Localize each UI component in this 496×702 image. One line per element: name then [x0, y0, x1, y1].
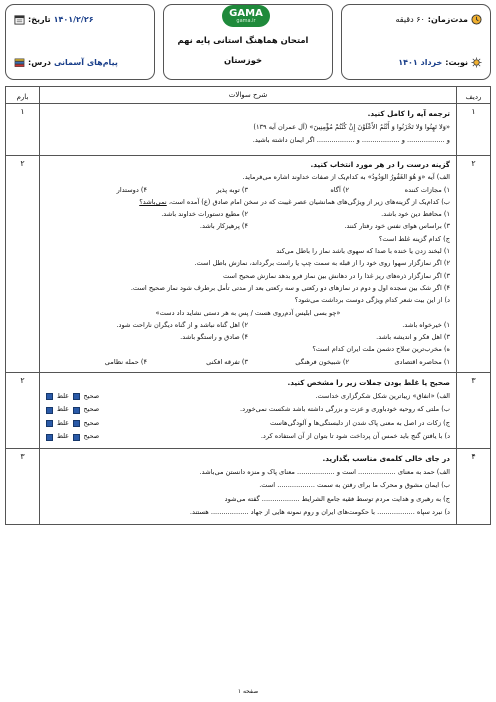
- poem-line: «چو بسی ابلیس آدم‌روی هست / پس به هر دستی نشاید داد دست»: [155, 308, 341, 317]
- date-label: تاریخ:: [28, 15, 51, 24]
- question-2d-text: د) از این بیت شعر کدام ویژگی دوست برداشت می‌شود؟: [294, 296, 450, 305]
- option[interactable]: ۱) خیرخواه باشد.: [402, 320, 450, 329]
- col-desc: شرح سوالات: [40, 87, 457, 104]
- option[interactable]: ۳) اهل فکر و اندیشه باشد.: [376, 333, 450, 342]
- question-1-title: ترجمه آیه را کامل کنید.: [367, 109, 450, 118]
- turn-label: نوبت:: [445, 58, 468, 67]
- question-3-number: ۳: [457, 373, 491, 449]
- calendar-icon: [14, 14, 25, 25]
- wrong-checkbox[interactable]: [46, 407, 53, 414]
- option[interactable]: ۴) پرهیزکار باشد.: [199, 222, 248, 231]
- col-score: بارم: [6, 87, 40, 104]
- option[interactable]: ۱) مجازات کننده: [404, 185, 450, 194]
- question-3-title: صحیح یا غلط بودن جملات زیر را مشخص کنید.: [287, 378, 450, 388]
- exam-title: امتحان هماهنگ استانی پایه نهم: [177, 35, 309, 45]
- page-number: صفحه ۱: [237, 688, 259, 695]
- question-1-number: ۱: [457, 104, 491, 156]
- question-2-number: ۲: [457, 156, 491, 373]
- question-2e-text: ه) مخرب‌ترین سلاح دشمن ملت ایران کدام است؟: [312, 345, 450, 354]
- table-header-row: [6, 87, 491, 104]
- right-checkbox[interactable]: [73, 393, 80, 400]
- list-item: ب) ایمان مشوق و محرک ما برای رفتن به سمت .................. است.: [259, 481, 450, 490]
- subject-value: پیام‌های آسمانی: [53, 58, 118, 67]
- question-1-score: ۱: [6, 104, 40, 156]
- sun-icon: [471, 57, 482, 68]
- question-2b-options-1: [46, 208, 450, 220]
- subject-label: درس:: [28, 58, 51, 67]
- option[interactable]: ۴) حمله نظامی: [104, 357, 147, 366]
- duration-label: مدت‌زمان:: [427, 15, 468, 24]
- option[interactable]: ۳) تفرقه افکنی: [206, 357, 248, 366]
- question-2e-options: [46, 356, 450, 368]
- option[interactable]: ۲) شبیخون فرهنگی: [295, 357, 349, 366]
- list-item: الف) حمد به معنای .................. است و .................. معنای پاک و منزه دانستن می‌باشد.: [199, 467, 450, 476]
- option[interactable]: ۳) توبه پذیر: [216, 185, 248, 194]
- question-2-body: [40, 156, 457, 373]
- right-checkbox[interactable]: [73, 407, 80, 414]
- list-item: ب) ملتی که روحیه خودباوری و عزت و بزرگی داشته باشد شکست نمی‌خورد. غلط صحیح: [46, 403, 450, 417]
- question-2a-text: الف) آیه «وَ هُوَ الغَفُورُ الوَدُودُ» به کدام‌یک از صفات خداوند اشاره می‌فرماید.: [242, 173, 450, 182]
- wrong-checkbox[interactable]: [46, 434, 53, 441]
- duration-field: [396, 14, 482, 25]
- option[interactable]: ۴) صادق و راستگو باشد.: [180, 333, 248, 342]
- option[interactable]: ۲) اگر نمازگزار سهوا روی خود را از قبله به سمت چپ یا راست برگرداند، نمازش باطل است.: [194, 259, 450, 268]
- question-2-title: گزینه درست را در هر مورد انتخاب کنید.: [310, 160, 450, 169]
- question-2d-options-2: [46, 331, 450, 343]
- question-1-row: [6, 104, 491, 156]
- option[interactable]: ۱) لبخند زدن یا خنده با صدا که سهوی باشد نماز را باطل می‌کند: [276, 247, 450, 256]
- clock-icon: [471, 14, 482, 25]
- wrong-checkbox[interactable]: [46, 420, 53, 427]
- list-item: ج) زکات در اصل به معنی پاک شدن از دلبستگی‌ها و آلودگی‌هاست غلط صحیح: [46, 417, 450, 431]
- option[interactable]: ۱) محاصره اقتصادی: [394, 357, 450, 366]
- question-3-row: [6, 373, 491, 449]
- province-name: خوزستان: [223, 55, 263, 65]
- question-2b-text: ب) کدام‌یک از گزینه‌های زیر از ویژگی‌های همانشیان عصر غیبت که در سخن امام صادق (ع) آمده است، نمی‌باشد؟: [139, 197, 450, 206]
- gama-logo: GAMA gama.ir: [222, 5, 270, 27]
- wrong-checkbox[interactable]: [46, 393, 53, 400]
- duration-value: ۶۰ دقیقه: [395, 15, 425, 24]
- right-checkbox[interactable]: [73, 434, 80, 441]
- list-item: د) با یافتن گنج باید خمس آن پرداخت شود تا بتوان از آن استفاده کرد. غلط صحیح: [46, 430, 450, 444]
- question-2-score: ۲: [6, 156, 40, 373]
- list-item: د) نبرد سپاه .................. با حکومت‌های ایران و روم نمونه هایی از جهاد .................. هستند.: [189, 508, 450, 517]
- option[interactable]: ۲) آگاه: [330, 185, 349, 194]
- date-field: [14, 14, 94, 25]
- question-2-row: [6, 156, 491, 373]
- question-2d-options-1: [46, 319, 450, 331]
- option[interactable]: ۱) محافظ دین خود باشد.: [381, 210, 450, 219]
- questions-table: [5, 86, 491, 525]
- list-item: ج) به رهبری و هدایت مردم توسط فقیه جامع الشرایط .................. گفته می‌شود: [224, 494, 450, 503]
- question-4-number: ۴: [457, 449, 491, 525]
- option[interactable]: ۴) اگر شک بین سجده اول و دوم در نمازهای دو رکعتی و سه رکعتی بعد از مدتی تأمل برطرف شود نماز صحیح است.: [130, 283, 450, 292]
- question-2c-text: ج) کدام گزینه غلط است؟: [378, 234, 450, 243]
- option[interactable]: ۲) اهل گناه نباشد و از گناه دیگران ناراحت شود.: [116, 320, 248, 329]
- option[interactable]: ۳) براساس هوای نفس خود رفتار کنند.: [344, 222, 450, 231]
- turn-field: [398, 57, 482, 68]
- question-4-score: ۳: [6, 449, 40, 525]
- question-2b-options-2: [46, 220, 450, 232]
- list-item: الف) «انفاق» زیباترین شکل شکرگزاری خداست. غلط صحیح: [46, 390, 450, 404]
- question-4-body: [40, 449, 457, 525]
- right-checkbox[interactable]: [73, 420, 80, 427]
- question-3-score: ۲: [6, 373, 40, 449]
- option[interactable]: ۲) مطیع دستورات خداوند باشد.: [161, 210, 248, 219]
- negation-word: نمی‌باشد؟: [139, 197, 167, 206]
- turn-value: خرداد ۱۴۰۱: [398, 58, 443, 67]
- question-3-body: [40, 373, 457, 449]
- question-2a-options: [46, 184, 450, 196]
- books-icon: [14, 57, 25, 68]
- subject-field: [14, 57, 118, 68]
- question-1-body: [40, 104, 457, 156]
- col-row: ردیف: [457, 87, 491, 104]
- question-4-title: در جای خالی کلمه‌ی مناسب بگذارید.: [322, 454, 450, 464]
- question-1-verse: «وَلا تَهِنُوا وَلا تَحْزَنُوا وَ أَنْتُمُ الأَعْلَوْنَ إِنْ كُنْتُمْ مُؤْمِنِينَ» (آل عمران آیه ۱۳۹): [253, 122, 450, 131]
- option[interactable]: ۴) دوستدار: [116, 185, 147, 194]
- question-1-blank: و .................. و .................. و .................. اگر ایمان داشته باشید.: [252, 136, 450, 145]
- question-4-row: [6, 449, 491, 525]
- date-value: ۱۴۰۱/۲/۲۶: [53, 15, 94, 24]
- option[interactable]: ۳) اگر نمازگزار ذره‌های ریز غذا را در دهانش بین نماز فرو بدهد نمازش صحیح است: [223, 271, 450, 280]
